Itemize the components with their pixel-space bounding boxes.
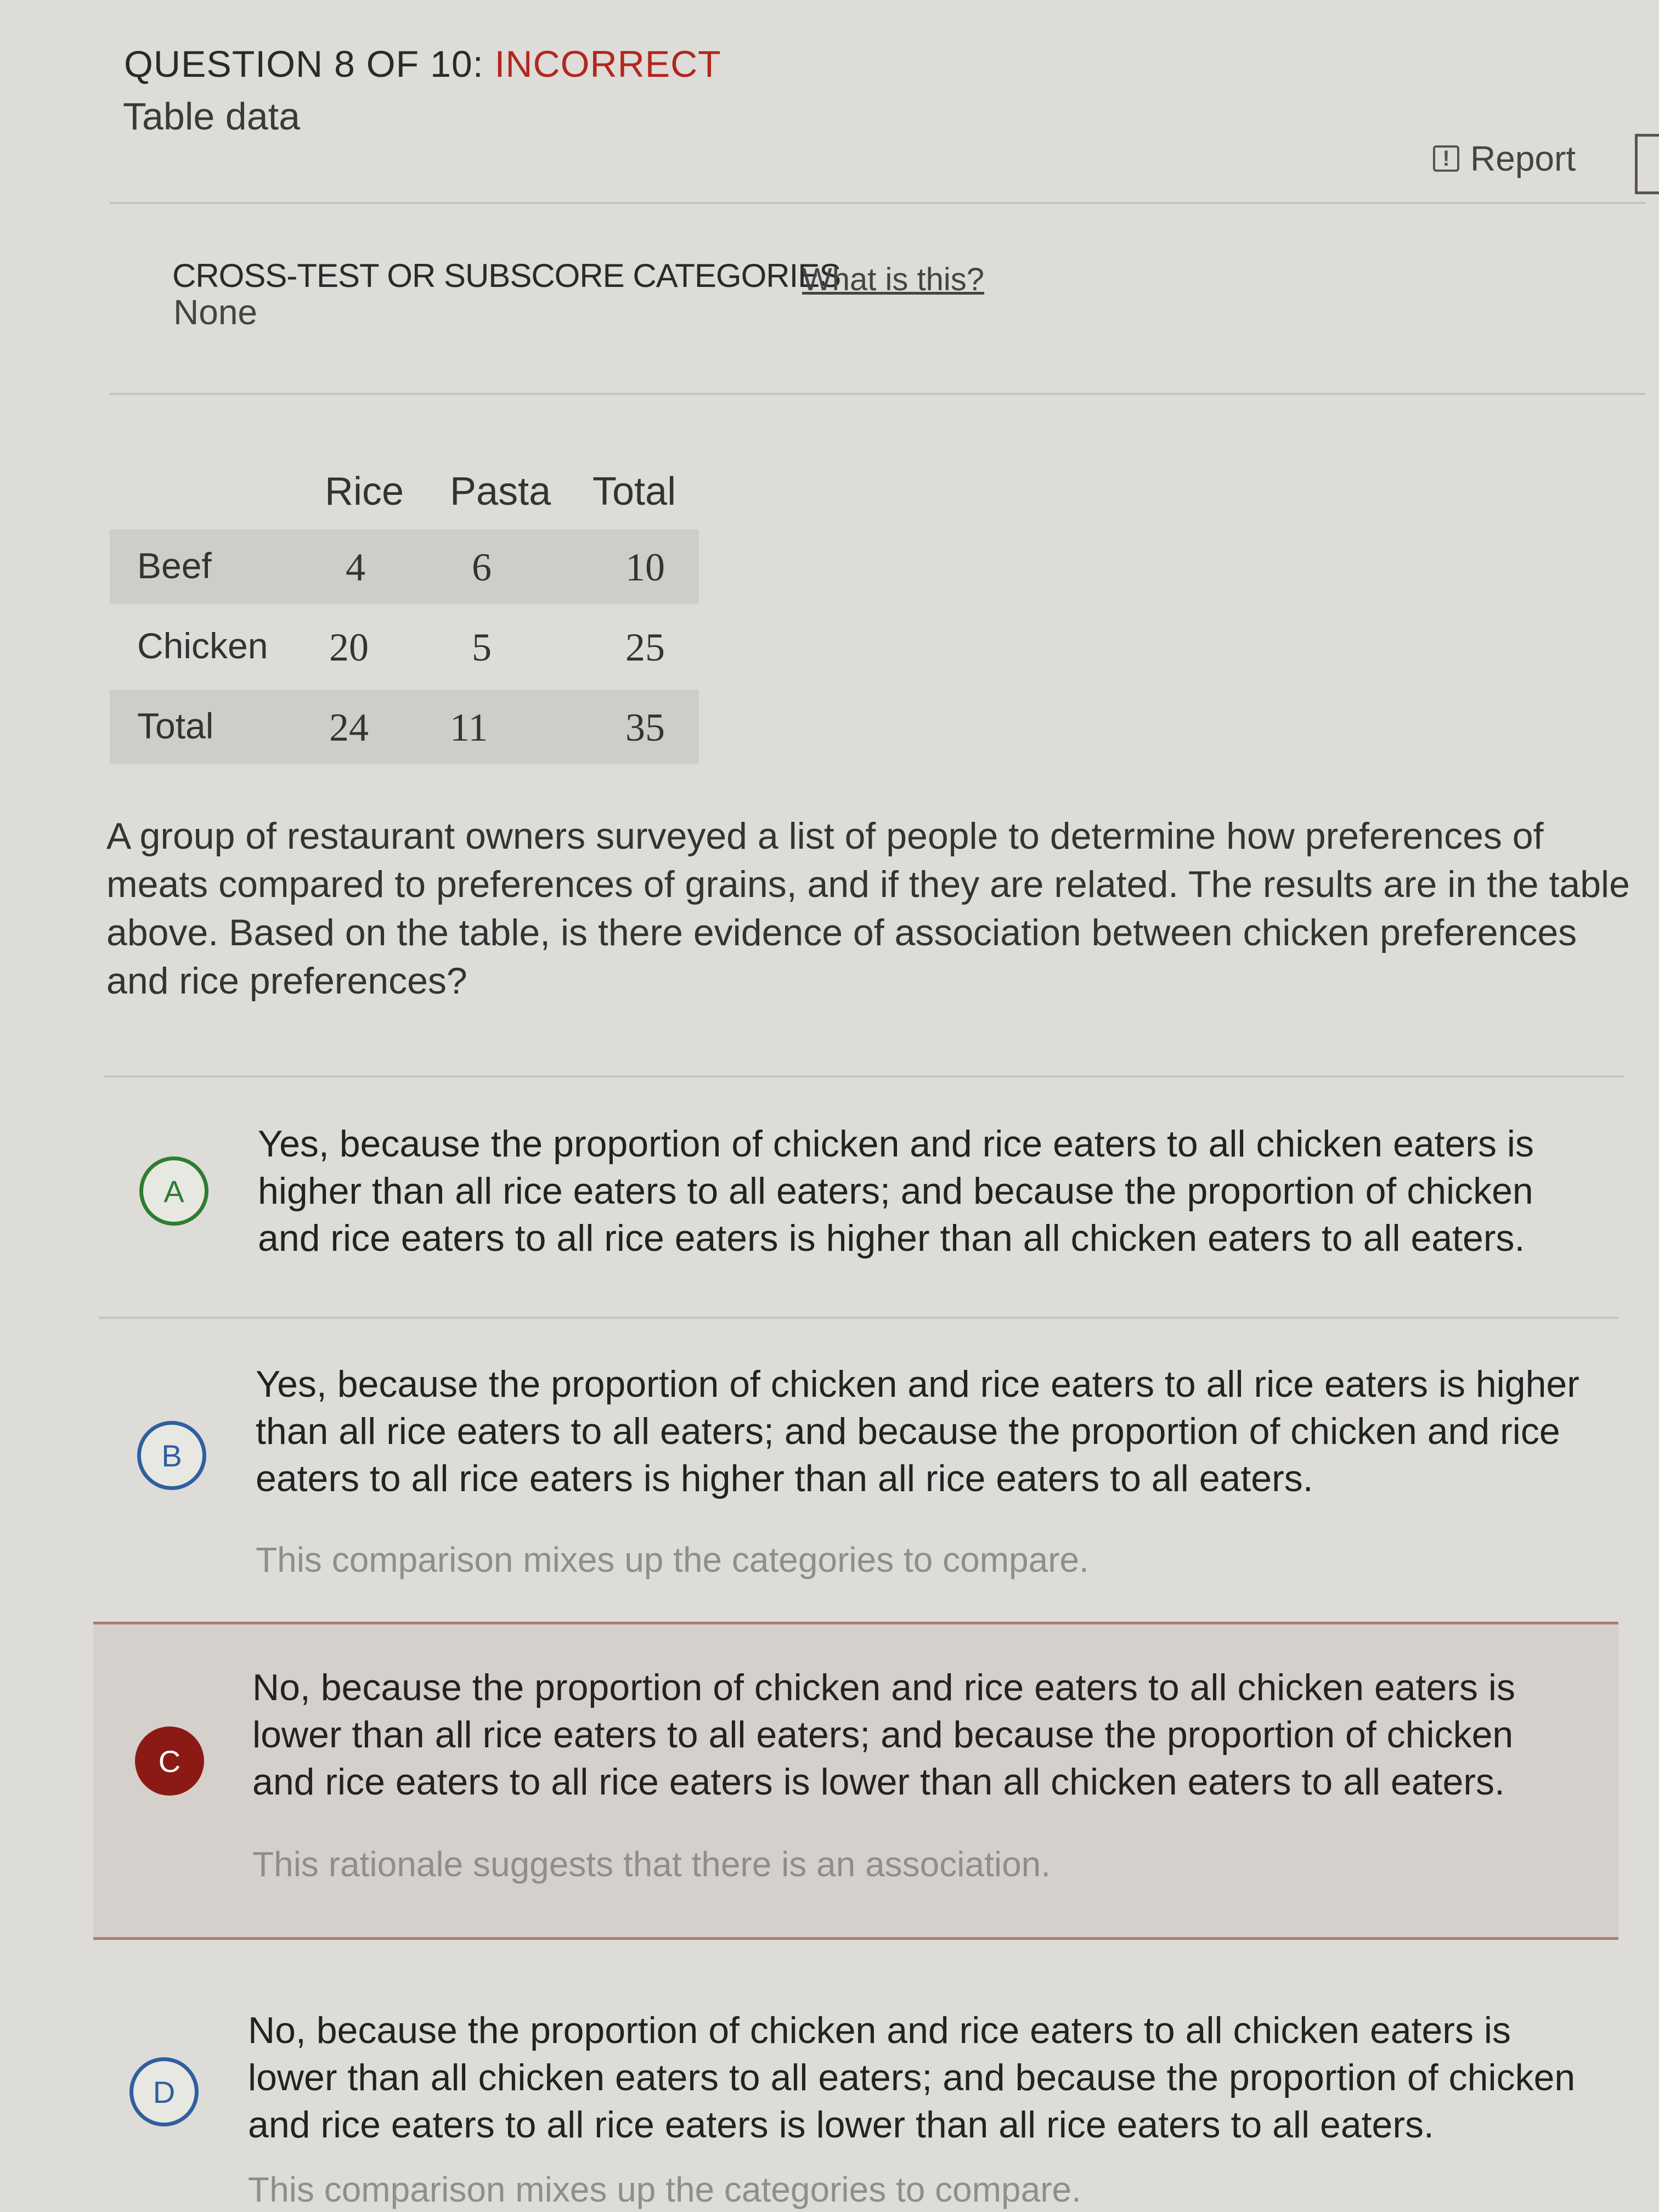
row-label: Beef	[137, 545, 212, 586]
categories-divider	[110, 393, 1646, 395]
choice-text: No, because the proportion of chicken and rice eaters to all chicken eaters is lower than all rice eaters to all eaters; and because the proportion of chicken and rice eaters to all rice eaters is lower than all chicken eaters to all eaters.	[252, 1667, 1515, 1803]
categories-value: None	[173, 292, 257, 332]
table-cell: 20	[329, 625, 369, 669]
report-button[interactable]	[1433, 138, 1576, 179]
choice-text: Yes, because the proportion of chicken and rice eaters to all rice eaters is higher than all rice eaters to all eaters; and because the proportion of chicken and rice eaters to all rice eaters is higher than all rice eaters to all eaters.	[256, 1363, 1579, 1499]
question-status: INCORRECT	[494, 43, 721, 85]
choice-badge-correct: A	[139, 1156, 208, 1226]
choice-rationale: This comparison mixes up the categories to compare.	[248, 2170, 1081, 2209]
table-header-row	[110, 469, 699, 524]
question-subtitle: Table data	[123, 95, 301, 138]
column-header: Total	[592, 470, 676, 514]
table-cell: 35	[625, 706, 665, 749]
choice-rationale: This comparison mixes up the categories to compare.	[256, 1540, 1089, 1579]
answer-choice-d[interactable]	[93, 1953, 1618, 2212]
question-number: QUESTION 8 OF 10:	[124, 43, 495, 85]
choice-badge: D	[129, 2057, 199, 2126]
what-is-this-link[interactable]: What is this?	[802, 262, 984, 297]
table-cell: 4	[346, 545, 365, 589]
table-row	[110, 610, 699, 684]
table-cell: 5	[472, 625, 492, 669]
choice-text: Yes, because the proportion of chicken and rice eaters to all chicken eaters is higher than all rice eaters to all eaters; and because the proportion of chicken and rice eaters to all rice eaters is higher than all chicken eaters to all eaters.	[258, 1123, 1534, 1259]
table-cell: 6	[472, 545, 492, 589]
question-header	[124, 43, 721, 86]
choice-badge: B	[137, 1421, 206, 1490]
table-row	[110, 690, 699, 764]
column-header: Pasta	[450, 470, 551, 514]
choice-badge-selected: C	[135, 1726, 204, 1796]
question-text: A group of restaurant owners surveyed a list of people to determine how preferences of meats compared to preferences of grains, and if they are related. The results are in the table above. Based on the table, is there evidence of association between chicken preferences and rice preferences?	[106, 815, 1630, 1002]
table-row	[110, 529, 699, 604]
report-label: Report	[1470, 139, 1576, 178]
choice-divider	[99, 1317, 1618, 1319]
header-divider	[110, 202, 1646, 204]
choice-rationale: This rationale suggests that there is an association.	[252, 1844, 1051, 1884]
row-label: Chicken	[137, 625, 268, 666]
exclamation-box-icon: !	[1433, 145, 1459, 172]
data-table	[110, 469, 699, 764]
choice-text: No, because the proportion of chicken and rice eaters to all chicken eaters is lower than all chicken eaters to all eaters; and because the proportion of chicken and rice eaters to all rice eaters is lower than all rice eaters to all eaters.	[248, 2010, 1576, 2146]
answer-choice-c[interactable]	[93, 1622, 1618, 1940]
table-cell: 10	[625, 545, 665, 589]
table-cell: 11	[450, 706, 488, 749]
column-header: Rice	[325, 470, 404, 514]
panel-edge	[1635, 134, 1659, 194]
answer-choice-a[interactable]	[93, 1097, 1618, 1317]
row-label: Total	[137, 706, 214, 746]
categories-title: CROSS-TEST OR SUBSCORE CATEGORIES	[172, 257, 841, 294]
answer-choice-b[interactable]	[93, 1328, 1618, 1613]
table-cell: 24	[329, 706, 369, 749]
table-cell: 25	[625, 625, 665, 669]
question-divider	[104, 1075, 1624, 1077]
